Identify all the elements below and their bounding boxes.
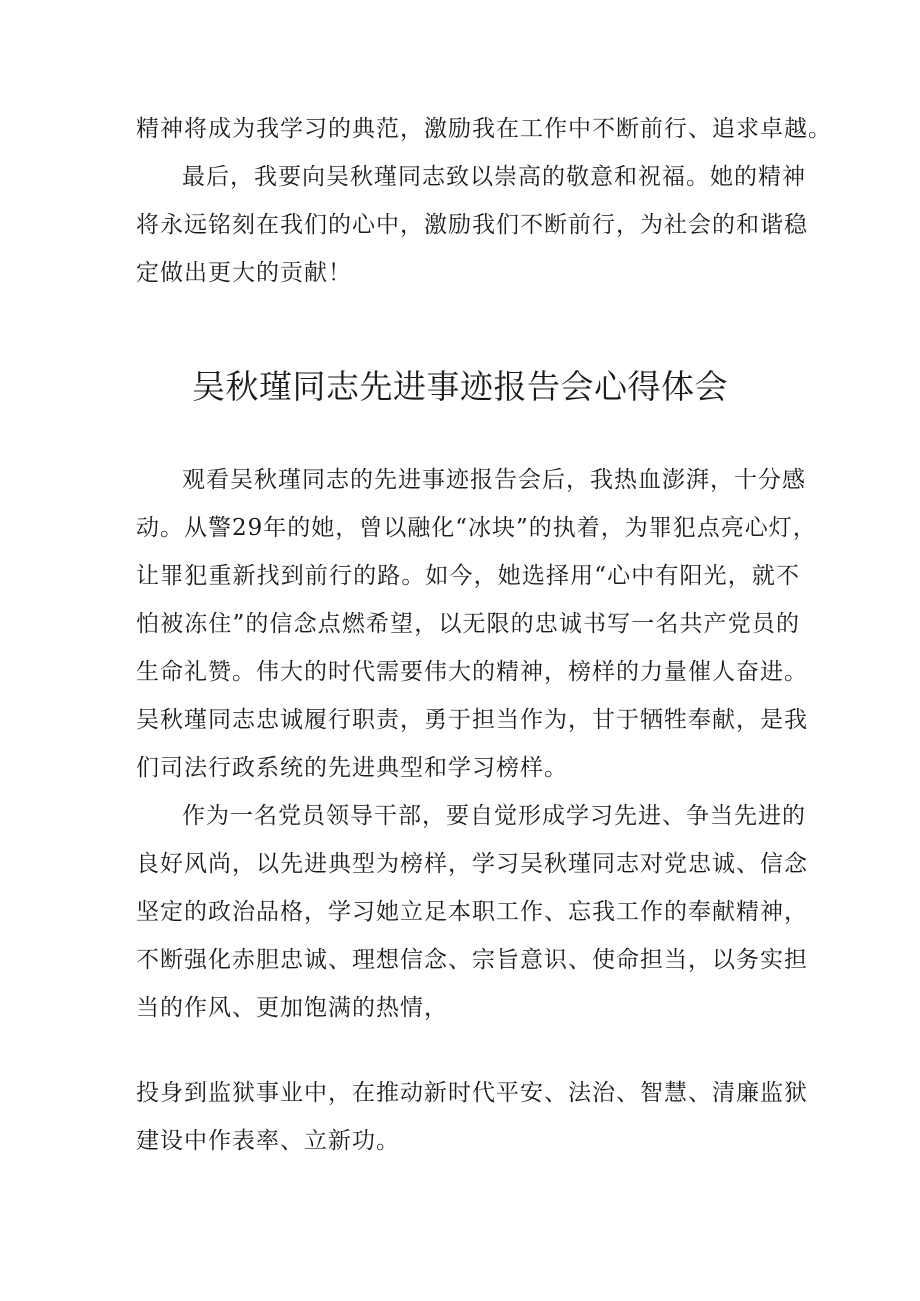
text-line: 作为一名党员领导干部，要自觉形成学习先进、争当先进的 — [182, 803, 806, 829]
text-line: 精神将成为我学习的典范，激励我在工作中不断前行、追求卓越。 — [136, 116, 832, 142]
text-line: 定做出更大的贡献！ — [136, 260, 352, 286]
text-line: 将永远铭刻在我们的心中，激励我们不断前行，为社会的和谐稳 — [136, 212, 808, 238]
text-line: 观看吴秋瑾同志的先进事迹报告会后，我热血澎湃，十分感 — [182, 467, 806, 493]
text-line: 让罪犯重新找到前行的路。如今，她选择用“心中有阳光，就不 — [136, 563, 800, 589]
text-line: 坚定的政治品格，学习她立足本职工作、忘我工作的奉献精神， — [136, 899, 808, 925]
text-line: 们司法行政系统的先进典型和学习榜样。 — [136, 755, 568, 781]
text-line: 投身到监狱事业中，在推动新时代平安、法治、智慧、清廉监狱 — [136, 1080, 808, 1106]
text-line: 不断强化赤胆忠诚、理想信念、宗旨意识、使命担当，以务实担 — [136, 947, 808, 973]
text-line: 良好风尚，以先进典型为榜样，学习吴秋瑾同志对党忠诚、信念 — [136, 851, 808, 877]
text-line: 怕被冻住”的信念点燃希望，以无限的忠诚书写一名共产党员的 — [136, 611, 800, 637]
text-line: 生命礼赞。伟大的时代需要伟大的精神，榜样的力量催人奋进。 — [136, 659, 808, 685]
text-line: 当的作风、更加饱满的热情， — [136, 995, 448, 1021]
text-line: 吴秋瑾同志忠诚履行职责，勇于担当作为，甘于牺牲奉献，是我 — [136, 707, 808, 733]
text-line: 最后，我要向吴秋瑾同志致以崇高的敬意和祝福。她的精神 — [182, 164, 806, 190]
text-line: 建设中作表率、立新功。 — [136, 1128, 400, 1154]
document-title: 吴秋瑾同志先进事迹报告会心得体会 — [192, 367, 728, 406]
text-line: 动。从警29年的她，曾以融化“冰块”的执着，为罪犯点亮心灯， — [136, 515, 817, 541]
